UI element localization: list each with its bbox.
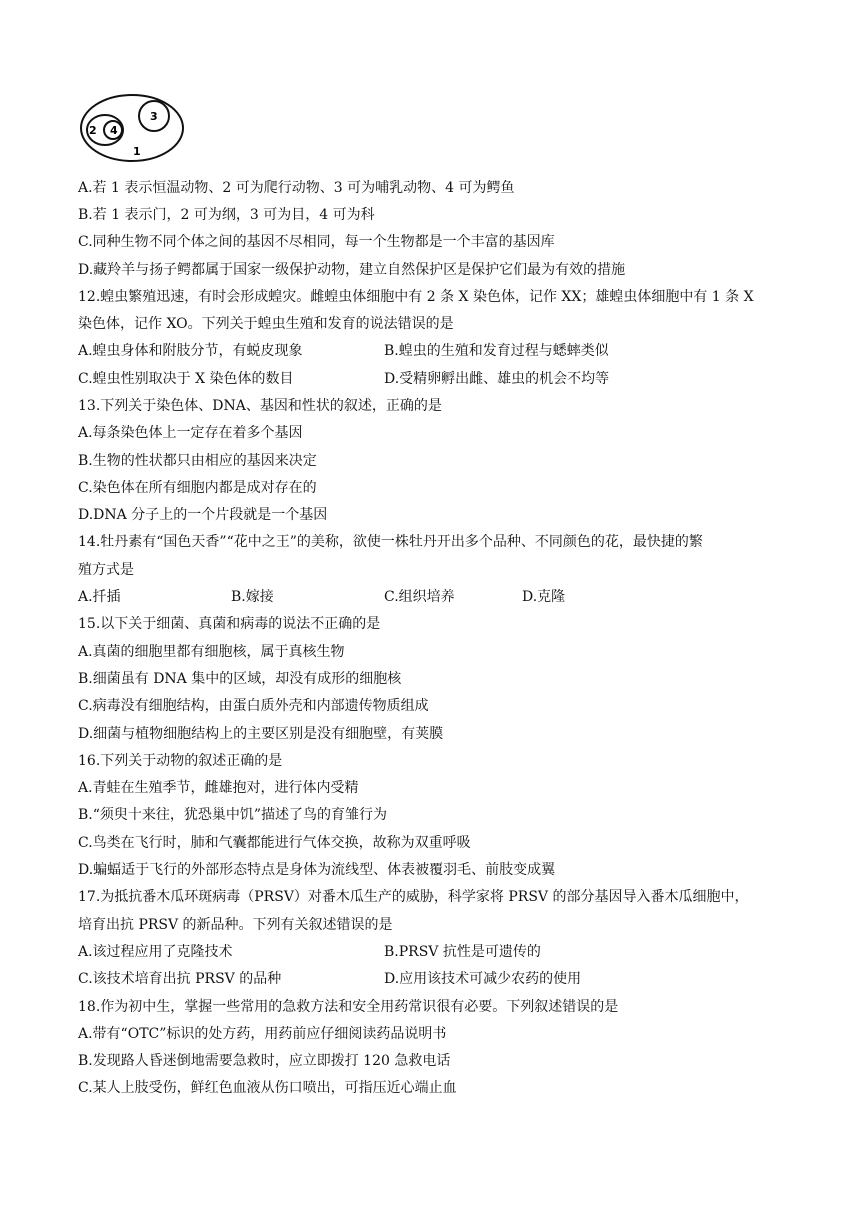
label-4: 4: [110, 124, 118, 137]
q16-option-c: C.鸟类在飞行时，肺和气囊都能进行气体交换，故称为双重呼吸: [78, 835, 471, 851]
q13-option-a: A.每条染色体上一定存在着多个基因: [78, 425, 303, 441]
q18-option-a: A.带有“OTC”标识的处方药，用药前应仔细阅读药品说明书: [78, 1026, 447, 1042]
q17-option-a: A.该过程应用了克隆技术: [78, 944, 233, 960]
q14-option-c: C.组织培养: [384, 589, 455, 605]
q17-option-b: B.PRSV 抗性是可遗传的: [384, 944, 541, 960]
q15-option-b: B.细菌虽有 DNA 集中的区域，却没有成形的细胞核: [78, 671, 402, 687]
q16-stem: 16.下列关于动物的叙述正确的是: [78, 753, 283, 769]
q12-stem-line1: 12.蝗虫繁殖迅速，有时会形成蝗灾。雌蝗虫体细胞中有 2 条 X 染色体，记作 XX；雄蝗虫体细胞中有 1 条 X: [78, 289, 754, 305]
label-1: 1: [133, 145, 141, 158]
label-3: 3: [150, 110, 158, 123]
q15-stem: 15.以下关于细菌、真菌和病毒的说法不正确的是: [78, 616, 381, 632]
label-2: 2: [89, 124, 97, 137]
q12-option-b: B.蝗虫的生殖和发育过程与蟋蟀类似: [384, 343, 609, 359]
q13-stem: 13.下列关于染色体、DNA、基因和性状的叙述，正确的是: [78, 398, 442, 414]
q17-stem-line2: 培育出抗 PRSV 的新品种。下列有关叙述错误的是: [78, 917, 393, 933]
q18-stem: 18.作为初中生，掌握一些常用的急救方法和安全用药常识很有必要。下列叙述错误的是: [78, 999, 619, 1015]
q13-option-c: C.染色体在所有细胞内都是成对存在的: [78, 480, 317, 496]
q11-option-d: D.藏羚羊与扬子鳄都属于国家一级保护动物，建立自然保护区是保护它们最为有效的措施: [78, 262, 626, 278]
q12-option-a: A.蝗虫身体和附肢分节，有蜕皮现象: [78, 343, 303, 359]
q15-option-d: D.细菌与植物细胞结构上的主要区别是没有细胞壁，有荚膜: [78, 726, 444, 742]
q16-option-d: D.蝙蝠适于飞行的外部形态特点是身体为流线型、体表被覆羽毛、前肢变成翼: [78, 862, 556, 878]
q12-stem-line2: 染色体，记作 XO。下列关于蝗虫生殖和发育的说法错误的是: [78, 316, 454, 332]
q12-option-c: C.蝗虫性别取决于 X 染色体的数目: [78, 371, 294, 387]
q16-option-a: A.青蛙在生殖季节，雌雄抱对，进行体内受精: [78, 780, 359, 796]
q11-option-a: A.若 1 表示恒温动物、2 可为爬行动物、3 可为哺乳动物、4 可为鳄鱼: [78, 180, 515, 196]
q14-option-b: B.嫁接: [231, 589, 274, 605]
nested-circles-diagram: [78, 92, 186, 164]
q16-option-b: B.“须臾十来往，犹恐巢中饥”描述了鸟的育雏行为: [78, 807, 388, 823]
q17-stem-line1: 17.为抵抗番木瓜环斑病毒（PRSV）对番木瓜生产的威胁，科学家将 PRSV 的部分基因导入番木瓜细胞中，: [78, 889, 749, 905]
q15-option-a: A.真菌的细胞里都有细胞核，属于真核生物: [78, 644, 345, 660]
q17-option-c: C.该技术培育出抗 PRSV 的品种: [78, 971, 282, 987]
q18-option-b: B.发现路人昏迷倒地需要急救时，应立即拨打 120 急救电话: [78, 1053, 451, 1069]
q11-option-c: C.同种生物不同个体之间的基因不尽相同，每一个生物都是一个丰富的基因库: [78, 234, 555, 250]
q17-option-d: D.应用该技术可减少农药的使用: [384, 971, 582, 987]
q18-option-c: C.某人上肢受伤，鲜红色血液从伤口喷出，可指压近心端止血: [78, 1080, 457, 1096]
q14-option-d: D.克隆: [522, 589, 566, 605]
q13-option-d: D.DNA 分子上的一个片段就是一个基因: [78, 507, 328, 523]
q15-option-c: C.病毒没有细胞结构，由蛋白质外壳和内部遗传物质组成: [78, 698, 429, 714]
q12-option-d: D.受精卵孵出雌、雄虫的机会不均等: [384, 371, 610, 387]
q11-option-b: B.若 1 表示门，2 可为纲，3 可为目，4 可为科: [78, 207, 375, 223]
q14-option-a: A.扦插: [78, 589, 121, 605]
q13-option-b: B.生物的性状都只由相应的基因来决定: [78, 453, 317, 469]
q14-stem-line1: 14.牡丹素有“国色天香”“花中之王”的美称，欲使一株牡丹开出多个品种、不同颜色的花，最快捷的繁: [78, 534, 703, 550]
q14-stem-line2: 殖方式是: [78, 562, 134, 578]
